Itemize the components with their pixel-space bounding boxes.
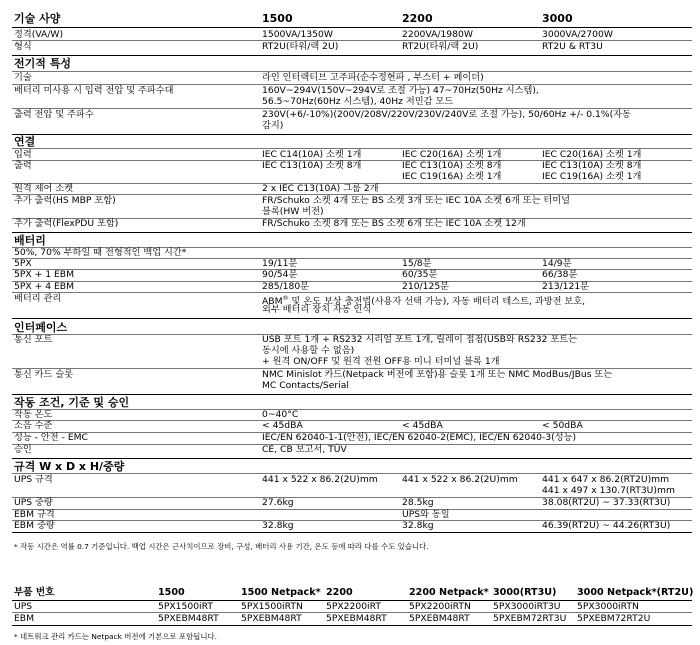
conn-input-1500: IEC C14(10A) 소켓 1개: [262, 149, 362, 160]
input-range-label: 배터리 미사용 시 입력 전압 및 주파수대: [14, 85, 174, 96]
parts-row-ups-cell: 5PX3000iRTN: [577, 601, 639, 612]
noise-label: 소음 수준: [14, 420, 53, 431]
hsmbp-line2: 블록(HW 버전): [262, 206, 324, 217]
rating-label: 정격(VA/W): [14, 29, 64, 40]
section-title-battery: 배터리: [14, 234, 46, 247]
divider: [12, 258, 692, 259]
divider: [12, 134, 692, 135]
parts-header-3000-rt3u: 3000(RT3U): [493, 587, 557, 598]
input-range-line1: 160V~294V(150V~294V로 조절 가능) 47~70Hz(50Hz 시스템),: [262, 85, 539, 96]
output-voltage-line2: 감지): [262, 120, 284, 131]
parts-row-ebm-cell: 5PXEBM48RT: [409, 613, 470, 624]
ebm-weight-1500: 32.8kg: [262, 520, 294, 531]
tech-value: 라인 인터랙티브 고주파(순수정현파 , 부스터 + 페이더): [262, 72, 484, 83]
parts-row-ups-cell: 5PX1500iRT: [158, 601, 213, 612]
divider: [12, 232, 692, 233]
parts-row-ups-cell: 5PX2200iRTN: [409, 601, 471, 612]
noise-3000: < 50dBA: [542, 420, 583, 431]
conn-output-1500: IEC C13(10A) 소켓 8개: [262, 160, 362, 171]
ups-weight-2200: 28.5kg: [402, 497, 434, 508]
spec-table-title: 기술 사양: [14, 12, 61, 25]
divider: [12, 420, 692, 421]
divider: [12, 318, 692, 319]
battery-row-label: 5PX + 4 EBM: [14, 281, 75, 292]
parts-header-3000-netpack: 3000 Netpack*(RT2U): [577, 587, 694, 598]
divider: [12, 269, 692, 270]
comm-port-line3: + 원격 ON/OFF 및 원격 전원 OFF용 미니 터미널 블록 1개: [262, 356, 500, 367]
form-2200: RT2U(타워/랙 2U): [402, 41, 479, 52]
parts-row-ups-cell: 5PX2200iRT: [326, 601, 381, 612]
rating-3000: 3000VA/2700W: [542, 29, 613, 40]
approval-label: 승인: [14, 444, 32, 455]
hsmbp-label: 추가 출력(HS MBP 포함): [14, 195, 116, 206]
ebm-dim-label: EBM 규격: [14, 509, 55, 520]
conn-input-2200: IEC C20(16A) 소켓 1개: [402, 149, 502, 160]
parts-row-ups-cell: 5PX1500iRTN: [241, 601, 303, 612]
ups-dim-label: UPS 규격: [14, 474, 53, 485]
divider: [12, 394, 692, 395]
footnote-backup-time: * 작동 시간은 역률 0.7 기준입니다. 백업 시간은 근사치이므로 장비, 구성, 배터리 사용 기간, 온도 등에 따라 다를 수도 있습니다.: [14, 542, 429, 551]
card-slot-line2: MC Contacts/Serial: [262, 380, 349, 391]
remote-socket-label: 원격 제어 소켓: [14, 183, 74, 194]
parts-row-ebm-cell: 5PXEBM72RT3U: [493, 613, 567, 624]
column-header-1500: 1500: [262, 12, 293, 25]
output-voltage-label: 출력 전압 및 주파수: [14, 109, 94, 120]
conn-input-3000: IEC C20(16A) 소켓 1개: [542, 149, 642, 160]
footnote-netpack: * 네트워크 관리 카드는 Netpack 버전에 기본으로 포함됩니다.: [14, 632, 217, 641]
approval-value: CE, CB 보고서, TÜV: [262, 444, 347, 455]
hsmbp-line1: FR/Schuko 소켓 4개 또는 BS 소켓 3개 또는 IEC 10A 소켓 6개 또는 터미널: [262, 195, 571, 206]
ebm-dim-2200: UPS와 동일: [402, 509, 450, 520]
divider: [12, 55, 692, 56]
flexpdu-label: 추가 출력(FlexPDU 포함): [14, 218, 119, 229]
parts-row-ups-cell: 5PX3000iRT3U: [493, 601, 561, 612]
ups-weight-label: UPS 중량: [14, 497, 53, 508]
comm-port-line1: USB 포트 1개 + RS232 시리얼 포트 1개, 릴레이 접점(USB와 RS232 포트는: [262, 334, 577, 345]
battery-row-2200: 15/8분: [402, 258, 432, 269]
battery-row-3000: 66/38분: [542, 269, 578, 280]
ebm-weight-3000: 46.39(RT2U) ~ 44.26(RT3U): [542, 520, 671, 531]
battery-mgmt-label: 배터리 관리: [14, 293, 62, 304]
section-title-connections: 연결: [14, 135, 36, 148]
form-3000: RT2U & RT3U: [542, 41, 603, 52]
battery-row-2200: 60/35분: [402, 269, 438, 280]
ups-dim-2200: 441 x 522 x 86.2(2U)mm: [402, 474, 518, 485]
ebm-weight-2200: 32.8kg: [402, 520, 434, 531]
parts-row-ebm-cell: 5PXEBM72RT2U: [577, 613, 651, 624]
card-slot-label: 통신 카드 슬롯: [14, 369, 74, 380]
parts-header-label: 부품 번호: [14, 587, 55, 598]
divider: [12, 27, 692, 28]
performance-value: IEC/EN 62040-1-1(안전), IEC/EN 62040-2(EMC), IEC/EN 62040-3(성능): [262, 432, 577, 443]
battery-row-3000: 213/121분: [542, 281, 590, 292]
performance-label: 성능 - 안전 - EMC: [14, 432, 88, 443]
parts-header-2200-netpack: 2200 Netpack*: [409, 587, 489, 598]
battery-mgmt-line1-text: 및 온도 보상 충전법(사용자 선택 가능), 자동 배터리 테스트, 과방전 보호,: [288, 296, 586, 308]
conn-input-label: 입력: [14, 149, 32, 160]
divider: [12, 509, 692, 510]
ups-weight-1500: 27.6kg: [262, 497, 294, 508]
registered-mark: ®: [282, 295, 289, 302]
divider: [12, 292, 692, 293]
tech-label: 기술: [14, 72, 32, 83]
conn-output-3000-a: IEC C13(10A) 소켓 8개: [542, 160, 642, 171]
parts-row-ebm-label: EBM: [14, 613, 35, 624]
conn-output-3000-b: IEC C19(16A) 소켓 1개: [542, 171, 642, 182]
rating-2200: 2200VA/1980W: [402, 29, 473, 40]
abm-text: ABM: [262, 296, 283, 308]
battery-row-label: 5PX: [14, 258, 32, 269]
column-header-3000: 3000: [542, 12, 573, 25]
temp-value: 0~40°C: [262, 409, 299, 420]
remote-socket-value: 2 x IEC C13(10A) 그룹 2개: [262, 183, 379, 194]
input-range-line2: 56.5~70Hz(60Hz 시스템), 40Hz 저민감 모드: [262, 96, 454, 107]
temp-label: 작동 온도: [14, 409, 53, 420]
section-title-interfaces: 인터페이스: [14, 321, 68, 334]
ups-dim-3000-rt2u: 441 x 647 x 86.2(RT2U)mm: [542, 474, 670, 485]
battery-row-1500: 285/180분: [262, 281, 310, 292]
noise-2200: < 45dBA: [402, 420, 443, 431]
battery-row-2200: 210/125분: [402, 281, 450, 292]
divider: [12, 458, 692, 459]
conn-output-2200-b: IEC C19(16A) 소켓 1개: [402, 171, 502, 182]
comm-port-line2: 동시에 사용할 수 없음): [262, 345, 355, 356]
backup-time-label: 50%, 70% 부하일 때 전형적인 백업 시간*: [14, 247, 187, 258]
conn-output-label: 출력: [14, 160, 32, 171]
ups-dim-3000-rt3u: 441 x 497 x 130.7(RT3U)mm: [542, 485, 675, 496]
section-title-dimensions: 규격 W x D x H/중량: [14, 460, 125, 473]
parts-header-1500: 1500: [158, 587, 185, 598]
section-title-environment: 작동 조건, 기준 및 승인: [14, 396, 130, 409]
ebm-weight-label: EBM 중량: [14, 520, 55, 531]
column-header-2200: 2200: [402, 12, 433, 25]
flexpdu-value: FR/Schuko 소켓 8개 또는 BS 소켓 6개 또는 IEC 10A 소켓 12개: [262, 218, 526, 229]
card-slot-line1: NMC Minislot 카드(Netpack 버전에 포함)용 슬롯 1개 또는 NMC ModBus/JBus 또는: [262, 369, 613, 380]
parts-row-ups-label: UPS: [14, 601, 33, 612]
battery-mgmt-line2: 외부 배터리 장치 자동 인식: [262, 304, 372, 315]
parts-row-ebm-cell: 5PXEBM48RT: [326, 613, 387, 624]
form-1500: RT2U(타워/랙 2U): [262, 41, 339, 52]
divider: [12, 409, 692, 410]
battery-row-1500: 90/54분: [262, 269, 298, 280]
battery-row-label: 5PX + 1 EBM: [14, 269, 75, 280]
ups-dim-1500: 441 x 522 x 86.2(2U)mm: [262, 474, 378, 485]
rating-1500: 1500VA/1350W: [262, 29, 333, 40]
conn-output-2200-a: IEC C13(10A) 소켓 8개: [402, 160, 502, 171]
comm-port-label: 통신 포트: [14, 334, 53, 345]
noise-1500: < 45dBA: [262, 420, 303, 431]
divider: [12, 444, 692, 445]
divider: [12, 532, 692, 533]
divider: [12, 281, 692, 282]
output-voltage-line1: 230V(+6/-10%)(200V/208V/220V/230V/240V로 조절 가능), 50/60Hz +/- 0.1%(자동: [262, 109, 631, 120]
ups-weight-3000: 38.08(RT2U) ~ 37.33(RT3U): [542, 497, 671, 508]
form-label: 형식: [14, 41, 32, 52]
parts-row-ebm-cell: 5PXEBM48RT: [241, 613, 302, 624]
divider: [12, 625, 692, 626]
battery-row-3000: 14/9분: [542, 258, 572, 269]
section-title-electrical: 전기적 특성: [14, 57, 71, 70]
parts-header-1500-netpack: 1500 Netpack*: [241, 587, 321, 598]
parts-row-ebm-cell: 5PXEBM48RT: [158, 613, 219, 624]
battery-row-1500: 19/11분: [262, 258, 298, 269]
parts-header-2200: 2200: [326, 587, 353, 598]
